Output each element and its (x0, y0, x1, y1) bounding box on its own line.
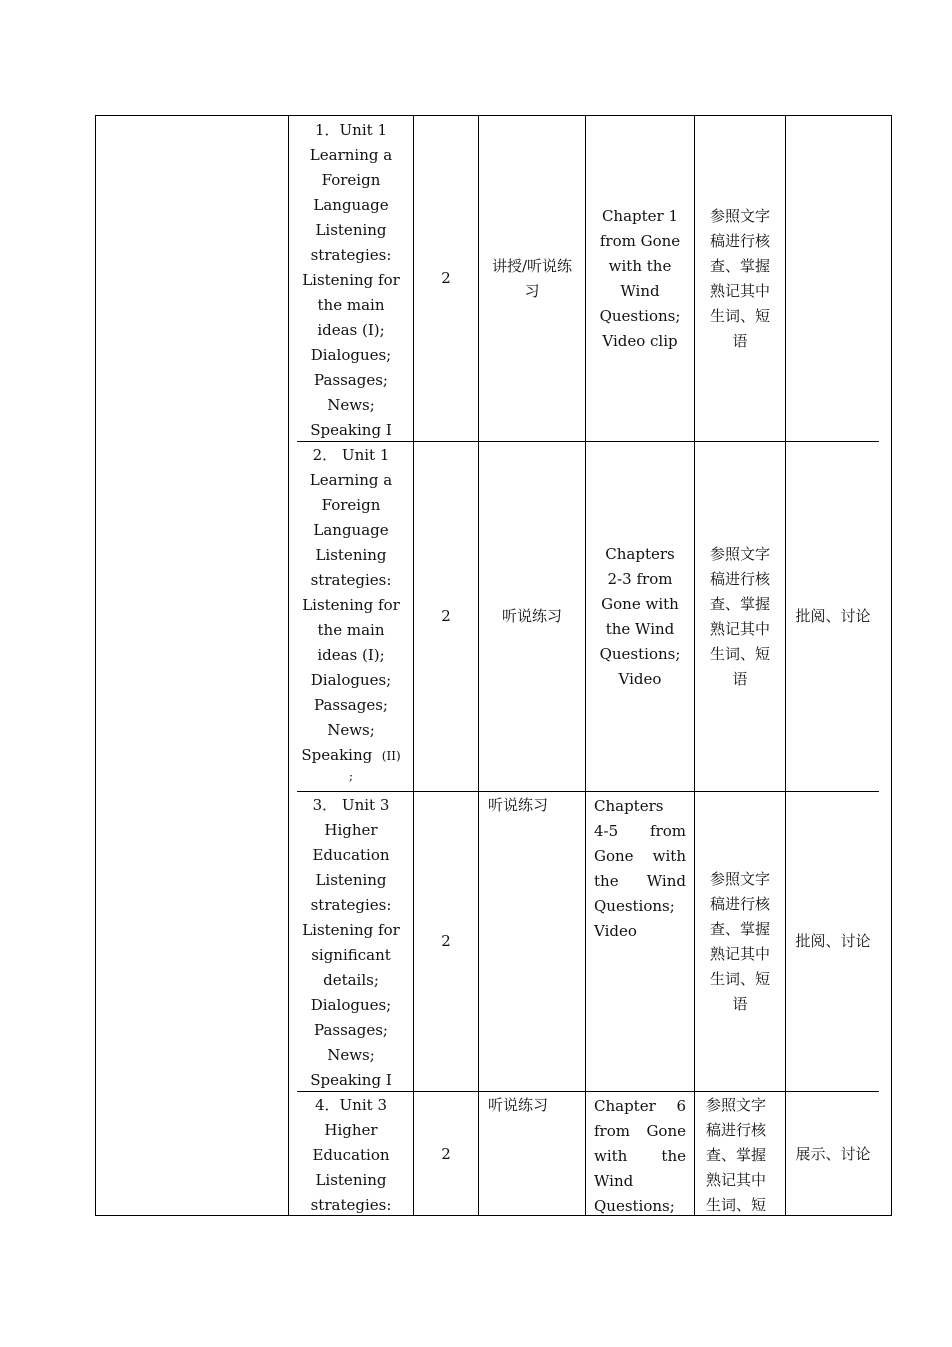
reading-cell: Chapter 6 from Gone with the Wind Questions; (594, 1097, 686, 1215)
method-cell: 听说练习 (501, 607, 562, 625)
hours-cell: 2 (441, 269, 451, 287)
topic-cell: 4．Unit 3 Higher Education Listening strategies: (310, 1096, 392, 1214)
method-cell: 听说练习 (488, 796, 549, 814)
reading-cell: Chapters 2-3 from Gone with the Wind Questions; Video (599, 544, 681, 688)
topic-cell: 3． Unit 3 Higher Education Listening strategies: Listening for significant details; Dialogues; Passages; News; Speaking I (302, 796, 400, 1089)
method-cell: 讲授/听说练 习 (491, 256, 573, 300)
requirement-cell: 参照文字 稿进行核 查、掌握 熟记其中 生词、短 语 (709, 869, 770, 1013)
schedule-table (95, 115, 892, 1216)
topic-cell: 2． Unit 1 Learning a Foreign Language Listening strategies: Listening for the main ideas (I); Dialogues; Passages; News; Speaking (II) ; (301, 446, 401, 783)
topic-cell: 1．Unit 1 Learning a Foreign Language Listening strategies: Listening for the main ideas (I); Dialogues; Passages; News; Speaking I (302, 121, 400, 439)
requirement-cell: 参照文字 稿进行核 查、掌握 熟记其中 生词、短 (706, 1096, 767, 1214)
requirement-cell: 参照文字 稿进行核 查、掌握 熟记其中 生词、短 语 (709, 206, 770, 350)
assessment-cell: 批阅、讨论 (795, 607, 871, 625)
reading-cell: Chapters 4-5 from Gone with the Wind Questions; Video (594, 797, 686, 940)
requirement-cell: 参照文字 稿进行核 查、掌握 熟记其中 生词、短 语 (709, 544, 770, 688)
hours-cell: 2 (441, 932, 451, 950)
reading-cell: Chapter 1 from Gone with the Wind Questions; Video clip (599, 206, 681, 350)
assessment-cell: 展示、讨论 (795, 1144, 871, 1163)
hours-cell: 2 (441, 1144, 451, 1163)
assessment-cell (786, 116, 880, 441)
method-cell: 听说练习 (488, 1096, 549, 1114)
assessment-cell: 批阅、讨论 (795, 932, 871, 950)
hours-cell: 2 (441, 607, 451, 625)
